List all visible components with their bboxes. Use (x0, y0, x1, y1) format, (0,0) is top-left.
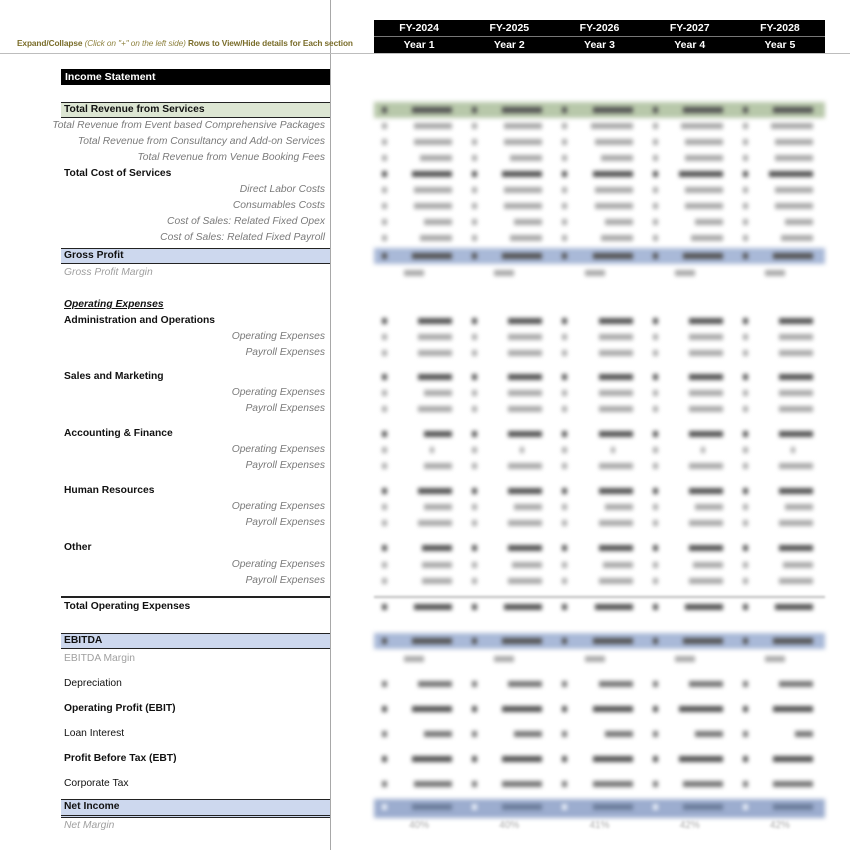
label: Total Revenue from Event based Comprehensive Packages (52, 120, 325, 131)
section-heading: Operating Expenses (64, 299, 164, 310)
row-ebitda[interactable] (0, 633, 850, 649)
row-hr-opex[interactable] (0, 499, 850, 515)
label: Total Revenue from Venue Booking Fees (137, 152, 325, 163)
label: Depreciation (64, 678, 122, 689)
values (374, 633, 825, 649)
row-cos-payroll[interactable] (0, 230, 850, 246)
label: Cost of Sales: Related Fixed Payroll (160, 232, 325, 243)
values (374, 182, 825, 198)
row-rev-venue[interactable] (0, 150, 850, 166)
values (374, 329, 825, 345)
row-sales[interactable] (0, 369, 850, 385)
row-sales-opex[interactable] (0, 385, 850, 401)
values (374, 198, 825, 214)
row-rev-event[interactable] (0, 118, 850, 134)
values (374, 442, 825, 458)
label: Profit Before Tax (EBT) (64, 753, 177, 764)
total-opex-values-border (374, 596, 825, 598)
values (374, 248, 825, 264)
row-admin-payroll[interactable] (0, 345, 850, 361)
row-other[interactable] (0, 540, 850, 556)
year-label: Year 1 (403, 39, 435, 51)
net-margin-value: 42% (679, 820, 700, 831)
fy-header: FY-2024 (399, 22, 439, 34)
row-ebitda-margin[interactable] (0, 651, 850, 667)
year-label: Year 4 (674, 39, 706, 51)
values (374, 651, 825, 667)
label: Cost of Sales: Related Fixed Opex (167, 216, 325, 227)
label: Operating Expenses (231, 331, 325, 342)
values (374, 557, 825, 573)
label: Payroll Expenses (245, 347, 325, 358)
row-total-revenue[interactable] (0, 102, 850, 118)
row-hr-payroll[interactable] (0, 515, 850, 531)
row-ebit[interactable] (0, 701, 850, 717)
label: Operating Profit (EBIT) (64, 703, 176, 714)
fy-header: FY-2028 (760, 22, 800, 34)
label: Accounting & Finance (64, 428, 173, 439)
values (374, 345, 825, 361)
values (374, 102, 825, 118)
label: Operating Expenses (231, 501, 325, 512)
row-consumables[interactable] (0, 198, 850, 214)
values (374, 515, 825, 531)
label: Payroll Expenses (245, 575, 325, 586)
label: Payroll Expenses (245, 517, 325, 528)
row-accounting-payroll[interactable] (0, 458, 850, 474)
label: Payroll Expenses (245, 460, 325, 471)
label: Consumables Costs (232, 200, 325, 211)
values (374, 401, 825, 417)
values (374, 599, 825, 615)
label: Total Revenue from Consultancy and Add-on Services (77, 136, 325, 147)
row-accounting[interactable] (0, 426, 850, 442)
row-gross-profit[interactable] (0, 248, 850, 264)
values (374, 458, 825, 474)
row-total-opex[interactable] (0, 599, 850, 615)
fy-header: FY-2026 (579, 22, 620, 34)
net-margin-value: 40% (499, 820, 520, 831)
note-bold-1: Expand/Collapse (17, 38, 83, 48)
fy-header: FY-2027 (669, 22, 710, 34)
note-italic: (Click on "+" on the left side) (82, 38, 189, 48)
row-gross-margin[interactable] (0, 265, 850, 281)
income-statement-title: Income Statement (61, 69, 330, 85)
values (374, 701, 825, 717)
values (374, 799, 825, 815)
label: Operating Expenses (231, 559, 325, 570)
values (374, 776, 825, 792)
row-opex-header (0, 297, 850, 313)
label: Net Margin (64, 820, 115, 831)
fiscal-year-row (374, 20, 825, 36)
row-hr[interactable] (0, 483, 850, 499)
net-margin-value: 41% (589, 820, 610, 831)
label: EBITDA Margin (64, 653, 135, 664)
label: Gross Profit Margin (64, 267, 153, 278)
values (374, 214, 825, 230)
row-net-margin[interactable] (0, 818, 850, 834)
row-net-income[interactable] (0, 799, 850, 815)
row-rev-consult[interactable] (0, 134, 850, 150)
values (374, 118, 825, 134)
label: Human Resources (64, 485, 155, 496)
net-margin-value: 40% (409, 820, 430, 831)
row-cos-opex[interactable] (0, 214, 850, 230)
label: Payroll Expenses (245, 403, 325, 414)
row-other-payroll[interactable] (0, 573, 850, 589)
net-margin-values (374, 818, 825, 834)
row-admin-opex[interactable] (0, 329, 850, 345)
label: Loan Interest (64, 728, 125, 739)
values (374, 166, 825, 182)
values (374, 313, 825, 329)
row-direct-labor[interactable] (0, 182, 850, 198)
net-margin-value: 42% (769, 820, 790, 831)
label: Sales and Marketing (64, 371, 164, 382)
fy-header: FY-2025 (489, 22, 530, 34)
values (374, 726, 825, 742)
label: Administration and Operations (64, 315, 216, 326)
values (374, 676, 825, 692)
year-label: Year 5 (764, 39, 796, 51)
values (374, 134, 825, 150)
header-divider (0, 53, 850, 54)
label: Total Revenue from Services (64, 104, 205, 115)
label: EBITDA (64, 635, 103, 646)
year-label: Year 2 (493, 39, 525, 51)
label: Gross Profit (64, 250, 124, 261)
values (374, 751, 825, 767)
values (374, 499, 825, 515)
row-loan-interest[interactable] (0, 726, 850, 742)
row-accounting-opex[interactable] (0, 442, 850, 458)
expand-collapse-note (17, 38, 353, 48)
values (374, 150, 825, 166)
label: Operating Expenses (231, 387, 325, 398)
row-admin[interactable] (0, 313, 850, 329)
label: Net Income (64, 801, 120, 812)
values (374, 265, 825, 281)
year-header (374, 20, 825, 53)
values (374, 483, 825, 499)
row-total-cost[interactable] (0, 166, 850, 182)
year-label-row (374, 36, 825, 53)
values (374, 369, 825, 385)
row-ebt[interactable] (0, 751, 850, 767)
row-sales-payroll[interactable] (0, 401, 850, 417)
label: Total Cost of Services (64, 168, 172, 179)
values (374, 573, 825, 589)
row-corporate-tax[interactable] (0, 776, 850, 792)
values (374, 385, 825, 401)
values (374, 230, 825, 246)
note-bold-2: Rows to View/Hide details for Each section (188, 38, 353, 48)
total-opex-top-border (61, 596, 330, 598)
label: Total Operating Expenses (64, 601, 191, 612)
label: Operating Expenses (231, 444, 325, 455)
values (374, 540, 825, 556)
year-label: Year 3 (584, 39, 615, 51)
row-depreciation[interactable] (0, 676, 850, 692)
label: Direct Labor Costs (239, 184, 325, 195)
label: Other (64, 542, 92, 553)
row-other-opex[interactable] (0, 557, 850, 573)
values (374, 426, 825, 442)
label: Corporate Tax (64, 778, 129, 789)
